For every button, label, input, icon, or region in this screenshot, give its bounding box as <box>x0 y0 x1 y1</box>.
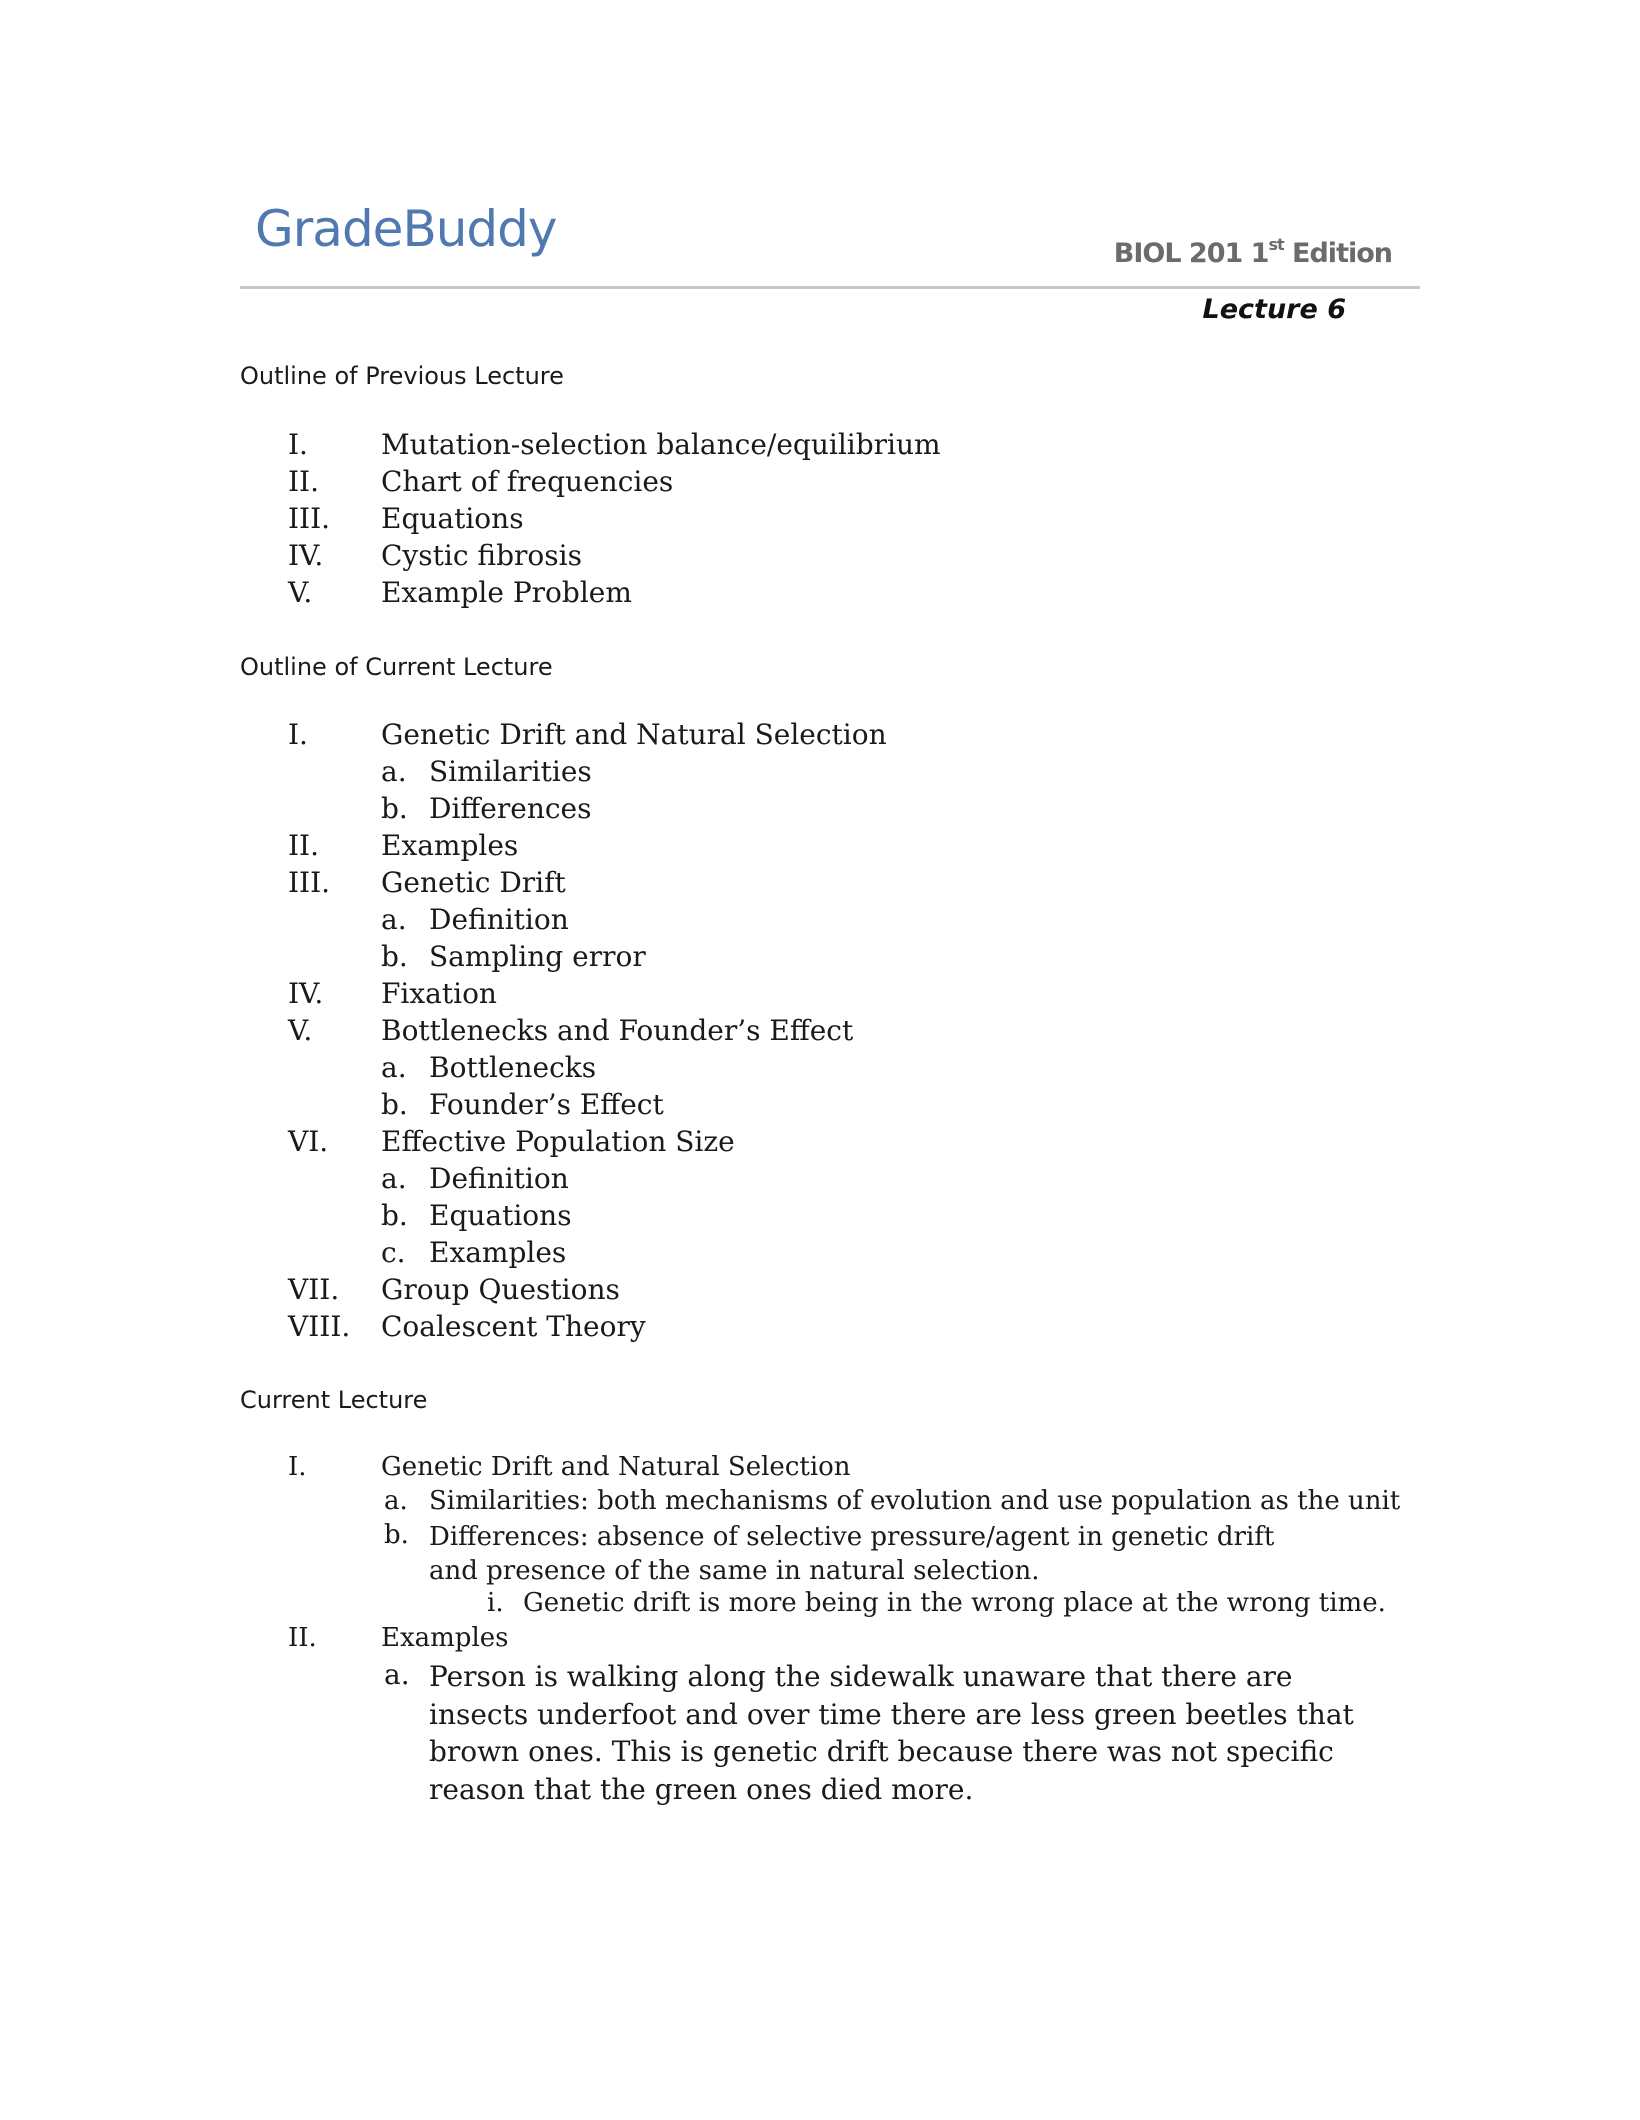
sub-item-label: b. <box>381 792 408 825</box>
list-item: Genetic Drift and Natural Selection <box>381 718 887 751</box>
section-number: I. <box>288 1452 307 1482</box>
header-divider <box>240 286 1420 289</box>
sub-item: Definition <box>429 1162 569 1195</box>
sub-item-label: a. <box>381 1162 407 1195</box>
list-item-number: IV. <box>288 539 324 572</box>
sub-sub-item-label: i. <box>487 1588 504 1618</box>
list-item-number: I. <box>288 718 308 751</box>
list-item: Coalescent Theory <box>381 1310 646 1343</box>
sub-item: Sampling error <box>429 940 646 973</box>
section-title: Genetic Drift and Natural Selection <box>381 1452 851 1482</box>
list-item: Equations <box>381 502 524 535</box>
list-item: Bottlenecks and Founder’s Effect <box>381 1014 854 1047</box>
current-outline-heading: Outline of Current Lecture <box>240 653 553 681</box>
sub-item: Founder’s Effect <box>429 1088 664 1121</box>
list-item: Chart of frequencies <box>381 465 674 498</box>
gradebuddy-logo: GradeBuddy <box>255 200 557 258</box>
sub-item-label: a. <box>381 903 407 936</box>
sub-item-label: c. <box>381 1236 406 1269</box>
list-item: Cystic fibrosis <box>381 539 582 572</box>
sub-item-label: a. <box>381 755 407 788</box>
list-item-number: VIII. <box>288 1310 351 1343</box>
list-item-number: VII. <box>288 1273 340 1306</box>
current-lecture-heading: Current Lecture <box>240 1386 428 1414</box>
list-item-number: III. <box>288 866 331 899</box>
list-item: Example Problem <box>381 576 632 609</box>
list-item: Fixation <box>381 977 497 1010</box>
sub-item: Person is walking along the sidewalk unaware that there are insects underfoot and over time there are less green beetles that brown ones. This is genetic drift because there was not specific reason that the green ones died more. <box>429 1660 1354 1806</box>
course-code: BIOL 201 1 <box>1113 238 1269 269</box>
sub-item-label: b. <box>384 1520 409 1550</box>
edition-ordinal: st <box>1268 235 1284 254</box>
sub-item: Definition <box>429 903 569 936</box>
list-item-number: III. <box>288 502 331 535</box>
sub-item: Similarities: both mechanisms of evolution and use population as the unit <box>429 1486 1401 1516</box>
sub-item: Bottlenecks <box>429 1051 597 1084</box>
list-item-number: IV. <box>288 977 324 1010</box>
sub-item: Differences: absence of selective pressure/agent in genetic drift and presence of the same in natural selection. <box>429 1522 1275 1586</box>
list-item-number: VI. <box>288 1125 329 1158</box>
list-item-number: II. <box>288 829 320 862</box>
list-item-number: V. <box>288 576 313 609</box>
list-item: Genetic Drift <box>381 866 566 899</box>
list-item-number: I. <box>288 428 308 461</box>
sub-item-label: b. <box>381 1199 408 1232</box>
list-item-number: II. <box>288 465 320 498</box>
sub-item: Equations <box>429 1199 572 1232</box>
list-item-number: V. <box>288 1014 313 1047</box>
list-item: Group Questions <box>381 1273 620 1306</box>
lecture-number: Lecture 6 <box>1202 294 1346 325</box>
sub-item-label: a. <box>381 1051 407 1084</box>
previous-outline-heading: Outline of Previous Lecture <box>240 362 564 390</box>
sub-item-label: b. <box>381 1088 408 1121</box>
sub-item: Differences <box>429 792 592 825</box>
section-title: Examples <box>381 1623 509 1653</box>
sub-item: Examples <box>429 1236 567 1269</box>
sub-item: Similarities <box>429 755 592 788</box>
sub-sub-item: Genetic drift is more being in the wrong place at the wrong time. <box>523 1588 1386 1618</box>
sub-item-label: b. <box>381 940 408 973</box>
edition-word: Edition <box>1283 238 1392 269</box>
sub-item-label: a. <box>384 1486 408 1516</box>
list-item: Mutation-selection balance/equilibrium <box>381 428 941 461</box>
list-item: Examples <box>381 829 519 862</box>
course-edition <box>1114 235 1392 269</box>
list-item: Effective Population Size <box>381 1125 735 1158</box>
sub-item-label: a. <box>384 1658 410 1691</box>
section-number: II. <box>288 1623 317 1653</box>
